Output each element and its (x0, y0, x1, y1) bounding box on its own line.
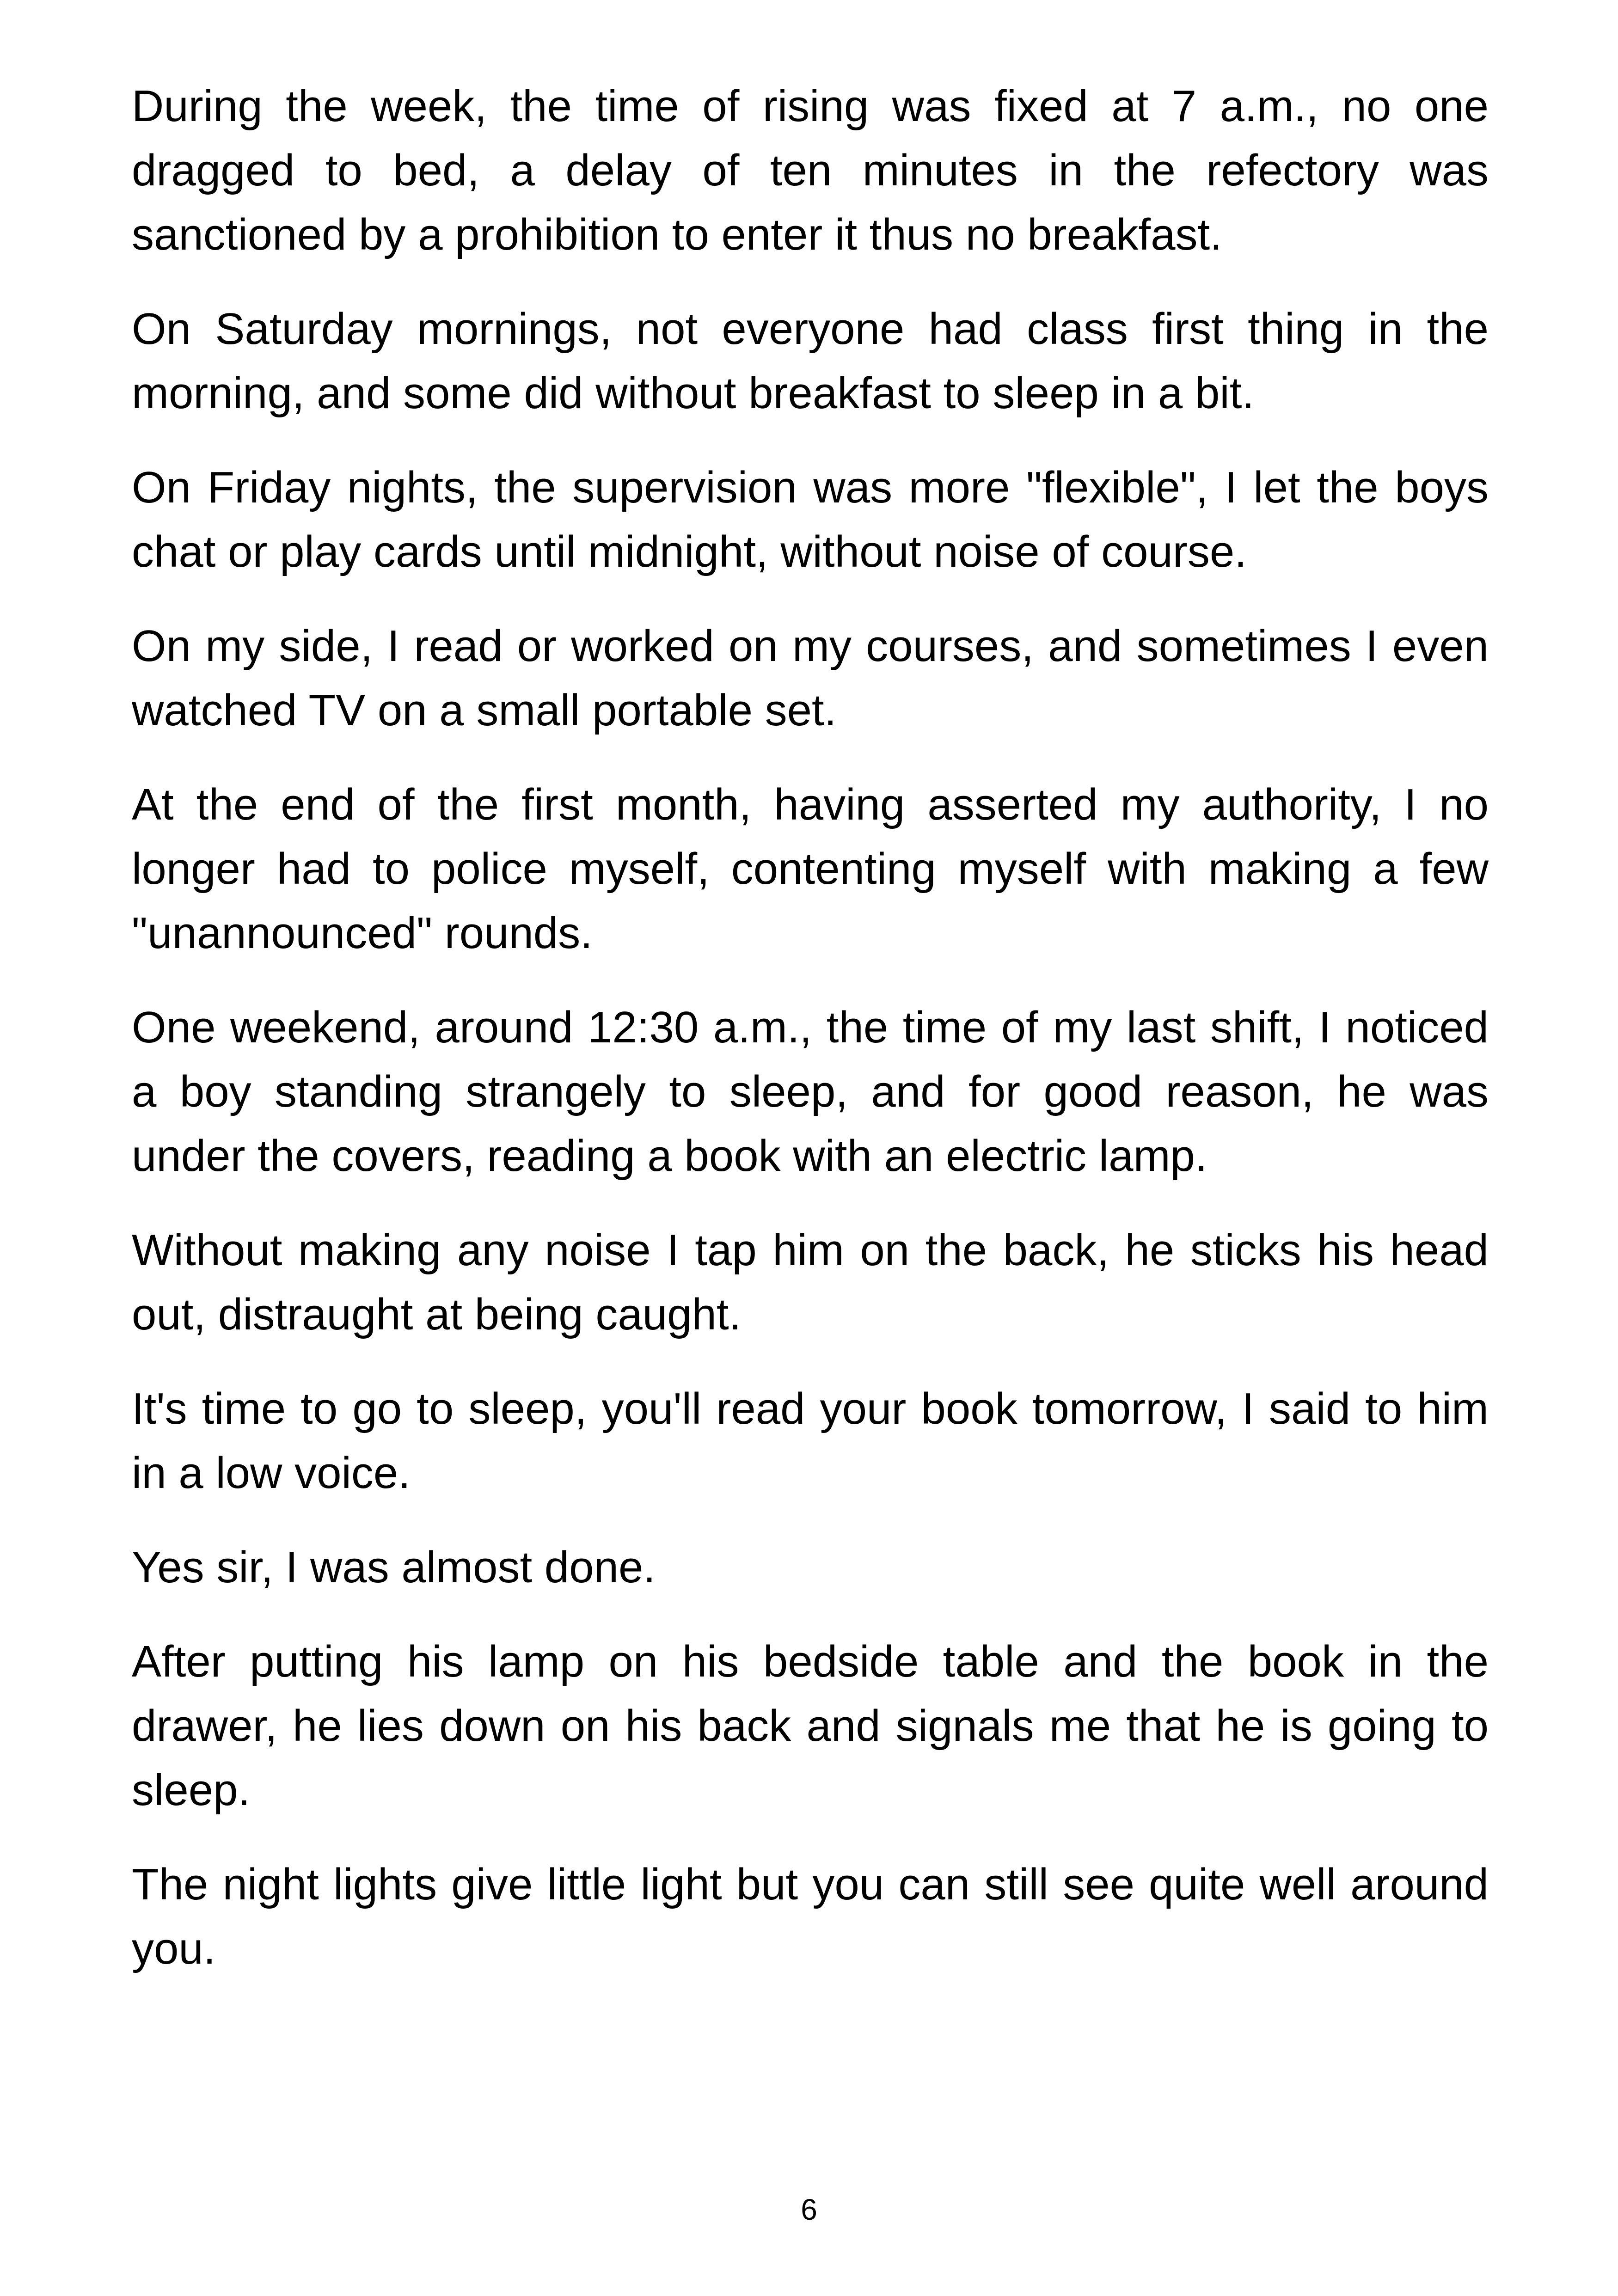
paragraph-9: Yes sir, I was almost done. (132, 1543, 656, 1592)
paragraph-10: After putting his lamp on his bedside table and the book in the drawer, he lies down on his back and signals me that he is going to sleep. (132, 1637, 1489, 1815)
paragraph-7: Without making any noise I tap him on the back, he sticks his head out, distraught at being caught. (132, 1225, 1489, 1339)
paragraph-1: During the week, the time of rising was fixed at 7 a.m., no one dragged to bed, a delay of ten minutes in the refectory was sanctioned by a prohibition to enter it thus no breakfast. (132, 81, 1489, 259)
paragraph-2: On Saturday mornings, not everyone had class first thing in the morning, and some did without breakfast to sleep in a bit. (132, 304, 1489, 418)
page-body (132, 74, 1489, 1981)
paragraph-5: At the end of the first month, having asserted my authority, I no longer had to police myself, contenting myself with making a few "unannounced" rounds. (132, 780, 1489, 958)
paragraph-4: On my side, I read or worked on my courses, and sometimes I even watched TV on a small portable set. (132, 621, 1489, 735)
paragraph-8: It's time to go to sleep, you'll read your book tomorrow, I said to him in a low voice. (132, 1384, 1489, 1498)
paragraph-3: On Friday nights, the supervision was more "flexible", I let the boys chat or play cards until midnight, without noise of course. (132, 463, 1489, 576)
paragraph-11: The night lights give little light but you can still see quite well around you. (132, 1860, 1489, 1973)
page-number: 6 (801, 2193, 817, 2226)
paragraph-6: One weekend, around 12:30 a.m., the time of my last shift, I noticed a boy standing strangely to sleep, and for good reason, he was under the covers, reading a book with an electric lamp. (132, 1003, 1489, 1181)
